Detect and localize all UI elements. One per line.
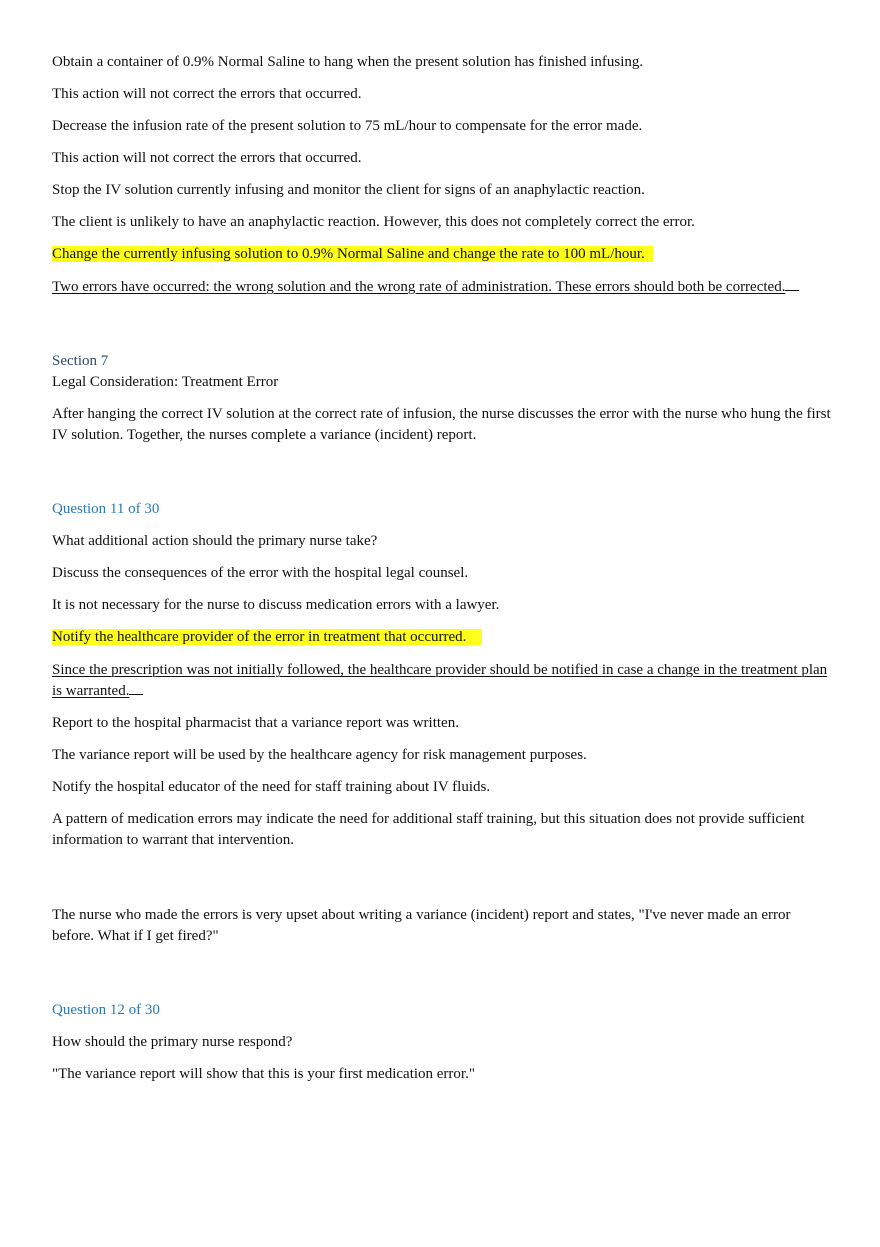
rationale-text: This action will not correct the errors that occurred. [52,150,362,166]
rationale-text: The variance report will be used by the healthcare agency for risk management purposes. [52,747,587,763]
question-label: Question 11 of 30 [52,501,160,517]
rationale-text: A pattern of medication errors may indicate the need for additional staff training, but this situation does not provide sufficient information to warrant that intervention. [52,811,805,848]
correct-rationale-underlined: Since the prescription was not initially followed, the healthcare provider should be notified in case a change in the treatment plan is warranted. [52,662,828,699]
scenario-text: The nurse who made the errors is very upset about writing a variance (incident) report and states, "I've never made an error before. What if I get fired?" [52,907,791,944]
question-stem: How should the primary nurse respond? [52,1034,293,1050]
correct-rationale [52,660,832,702]
question-label: Question 12 of 30 [52,1002,160,1018]
question-stem: What additional action should the primary nurse take? [52,533,378,549]
rationale-text: It is not necessary for the nurse to discuss medication errors with a lawyer. [52,597,500,613]
correct-option [52,244,832,265]
rationale-text: The client is unlikely to have an anaphylactic reaction. However, this does not completely correct the error. [52,214,695,230]
section-label: Section 7 [52,353,109,369]
correct-rationale-underlined: Two errors have occurred: the wrong solution and the wrong rate of administration. These errors should both be corrected. [52,279,799,295]
correct-rationale [52,277,832,298]
section-title: Legal Consideration: Treatment Error [52,374,279,390]
option-text: Obtain a container of 0.9% Normal Saline to hang when the present solution has finished infusing. [52,54,644,70]
scenario-text: After hanging the correct IV solution at the correct rate of infusion, the nurse discusses the error with the nurse who hung the first IV solution. Together, the nurses complete a variance (incident) report. [52,406,831,443]
correct-option-highlight: Notify the healthcare provider of the error in treatment that occurred. [52,629,482,645]
document-page [52,52,832,1085]
correct-option [52,627,832,648]
option-text: "The variance report will show that this is your first medication error." [52,1066,475,1082]
option-text: Stop the IV solution currently infusing and monitor the client for signs of an anaphylactic reaction. [52,182,645,198]
option-text: Decrease the infusion rate of the present solution to 75 mL/hour to compensate for the error made. [52,118,643,134]
rationale-text: This action will not correct the errors that occurred. [52,86,362,102]
option-text: Discuss the consequences of the error with the hospital legal counsel. [52,565,469,581]
option-text: Report to the hospital pharmacist that a variance report was written. [52,715,459,731]
option-text: Notify the hospital educator of the need for staff training about IV fluids. [52,779,491,795]
correct-option-highlight: Change the currently infusing solution to 0.9% Normal Saline and change the rate to 100 mL/hour. [52,246,653,262]
